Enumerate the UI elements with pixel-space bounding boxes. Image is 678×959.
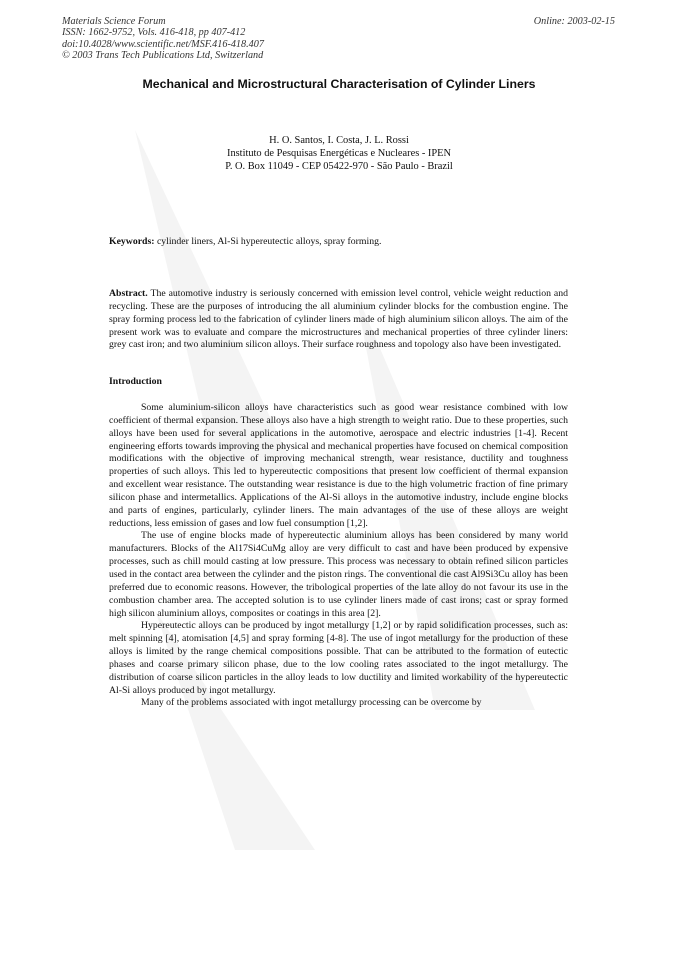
journal-header: [62, 16, 264, 62]
paragraph: Some aluminium-silicon alloys have characteristics such as good wear resistance combined with low coefficient of thermal expansion. These alloys also have a high strength to weight ratio. Due to these properties, such alloys have been used for several applications in the automotive, aerospace and electric industries [1-4]. Recent engineering efforts towards improving the physical and mechanical properties have focused on chemical composition modifications with the objective of improving mechanical strength, wear resistance, ductility and toughness properties of such alloys. This led to hypereutectic compositions that present low coefficient of thermal expansion and excellent wear resistance. The outstanding wear resistance is due to the high volumetric fraction of fine primary silicon phase and intermetallics. Applications of the Al-Si alloys in the automotive industry, include engine blocks and parts of engines, particularly, cylinder liners. The main advantages of the use of these alloys are weight reductions, less emission of gases and low fuel consumption [1,2].: [109, 402, 568, 529]
section-heading-introduction: Introduction: [109, 376, 162, 387]
author-block: [0, 134, 678, 174]
journal-name: Materials Science Forum: [62, 16, 166, 27]
doi-line: doi:10.4028/www.scientific.net/MSF.416-418.407: [62, 38, 264, 50]
copyright-line: © 2003 Trans Tech Publications Ltd, Switzerland: [62, 50, 264, 62]
authors: H. O. Santos, I. Costa, J. L. Rossi: [269, 135, 409, 146]
online-date: Online: 2003-02-15: [533, 16, 615, 27]
issn-line: ISSN: 1662-9752, Vols. 416-418, pp 407-412: [62, 27, 246, 39]
paragraph: Many of the problems associated with ingot metallurgy processing can be overcome by: [141, 697, 482, 709]
institution: Instituto de Pesquisas Energéticas e Nucleares - IPEN: [226, 148, 451, 160]
paragraph: Hypereutectic alloys can be produced by ingot metallurgy [1,2] or by rapid solidification processes, such as: melt spinning [4], atomisation [4,5] and spray forming [4-8]. The use of ingot metallurgy for the production of these alloys is limited by the range chemical compositions possible. That can be attributed to the formation of eutectic phases and coarse primary silicon phase, due to the low cooling rates associated to the ingot metallurgy. The distribution of coarse silicon particles in the alloy leads to low ductility and limited workability of the hypereutectic Al-Si alloys produced by ingot metallurgy.: [109, 620, 568, 696]
introduction-body: [109, 402, 568, 710]
paper-title: Mechanical and Microstructural Characterisation of Cylinder Liners: [142, 77, 536, 91]
keywords-text: cylinder liners, Al-Si hypereutectic alloys, spray forming.: [154, 236, 382, 247]
keywords: [109, 236, 568, 249]
address: P. O. Box 11049 - CEP 05422-970 - São Paulo - Brazil: [225, 161, 453, 173]
paragraph: The use of engine blocks made of hypereutectic aluminium alloys has been considered by many world manufacturers. Blocks of the Al17Si4CuMg alloy are very difficult to cast and have been produced by expensive processes, such as chill mould casting at low pressure. This process was necessary to obtain refined silicon particles used in the contact area between the cylinder and the piston rings. The conventional die cast Al9Si3Cu alloy has been preferred due to economic reasons. However, the tribological properties of the late alloy do not favour its use in the combustion chamber area. The accepted solution is to use cylinder liners made of cast irons; cast or spray formed high silicon aluminium alloys, composites or coatings in this area [2].: [109, 530, 568, 619]
abstract-text: The automotive industry is seriously concerned with emission level control, vehicle weight reduction and recycling. These are the purposes of introducing the all aluminium cylinder blocks for the combustion engine. The spray forming process led to the fabrication of cylinder liners made of high aluminium silicon alloys. The aim of the present work was to evaluate and compare the microstructures and mechanical properties of three cylinder liners: grey cast iron; and two aluminium silicon alloys. Their surface roughness and topology also have been investigated.: [109, 288, 568, 351]
abstract-label: Abstract.: [109, 288, 148, 299]
abstract: [109, 288, 568, 352]
keywords-label: Keywords:: [109, 236, 155, 247]
